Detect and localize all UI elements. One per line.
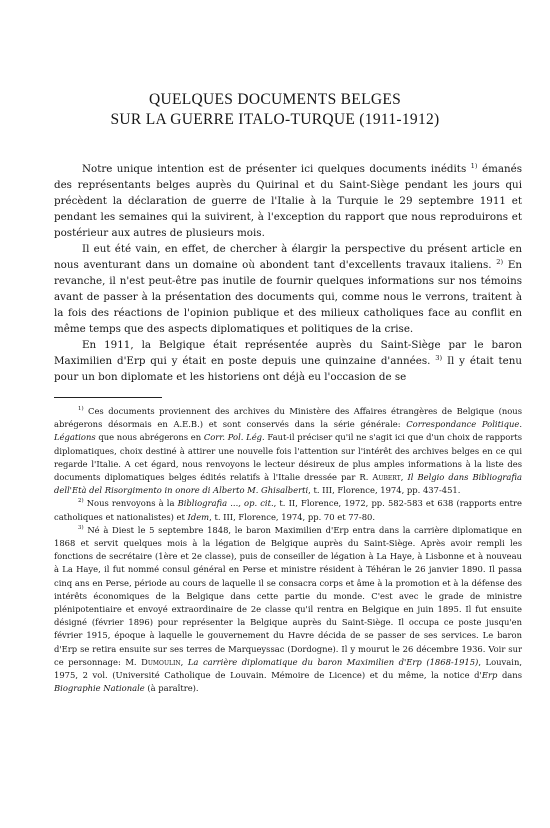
footnote-italic: La carrière diplomatique du baron Maximilien d'Erp (1868-1915) — [187, 656, 479, 667]
footnote-ref-2: 2) — [496, 258, 504, 266]
footnote-text: , Louvain, 1975, 2 vol. (Université Catholique de Louvain. Mémoire de Licence) et du même, la notice d' — [54, 656, 522, 681]
body-paragraph-2 — [54, 241, 522, 337]
footnote-separator — [54, 397, 162, 398]
footnote-1 — [54, 405, 522, 497]
footnote-text: , t. II, Florence, 1972, pp. 582-583 et 638 (rapports entre catholiques et nationalistes) et — [54, 498, 522, 522]
footnote-italic: Erp — [481, 670, 498, 681]
footnote-text: (à paraître). — [144, 683, 199, 694]
body-text: En 1911, la Belgique était représentée auprès du Saint-Siège par le baron Maximilien d'Erp qui y était en poste depuis une quinzaine d'années. — [54, 339, 522, 367]
body-text: Il y était tenu pour un bon diplomate et les historiens ont déjà eu l'occasion de se — [54, 355, 522, 383]
title-line-1: QUELQUES DOCUMENTS BELGES — [148, 91, 402, 108]
footnote-text: , t. III, Florence, 1974, pp. 70 et 77-80. — [209, 511, 376, 522]
body-paragraph-3 — [54, 337, 522, 385]
footnote-text: Nous renvoyons à la — [83, 498, 178, 509]
footnote-italic: Correspondance Politique. Légations — [54, 419, 522, 443]
footnote-ref-1: 1) — [470, 162, 478, 170]
footnote-text: que nous abrégerons en — [95, 432, 204, 443]
footnote-number: 1) — [78, 406, 84, 412]
title-line-2: SUR LA GUERRE ITALO-TURQUE (1911-1912) — [110, 111, 440, 128]
footnote-italic: Bibliografia ..., op. cit. — [177, 498, 274, 509]
footnote-3 — [54, 524, 522, 696]
body-text: En revanche, il n'est peut-être pas inutile de fournir quelques informations sur nos témoins avant de passer à la présentation des documents qui, comme nous le verrons, traitent à la fois des réactions de l'opinion publique et des milieux catholiques face au conflit en même temps que des aspects diplomatiques et politiques de la crise. — [54, 259, 523, 335]
footnote-text: Né à Diest le 5 septembre 1848, le baron Maximilien d'Erp entra dans la carrière diplomatique en 1868 et servit quelques mois à la légation de Belgique auprès du Saint-Siège. Après avoir rempli les fonctions de secrétaire (1ère et 2e classe), puis de conseiller de légation à La Haye, à Lisbonne et à nouveau à La Haye, il fut nommé consul général en Perse et ministre résident à Téhéran le 26 janvier 1890. Il passa cinq ans en Perse, période au cours de laquelle il se consacra corps et âme à la promotion et à la défense des intérêts économiques de la Belgique dans cette partie du monde. C'est avec le grade de ministre plénipotentiaire et envoyé extraordinaire de 2e classe qu'il rentra en Belgique en juin 1895. Il fut ensuite désigné (février 1896) pour représenter la Belgique auprès du Saint-Siège. Il occupa ce poste jusqu'en février 1915, époque à laquelle le gouvernement du Havre décida de se passer de ses services. Le baron d'Erp se retira ensuite sur ses terres de Marqueyssac (Dordogne). Il y mourut le 26 décembre 1936. Voir sur ce personnage: M. — [54, 524, 522, 667]
footnote-italic: Il Belgio dans Bibliografia dell'Età del Risorgimento in onore di Alberto M. Ghisalberti — [54, 472, 523, 496]
body-paragraph-1 — [54, 161, 522, 241]
body-text: Notre unique intention est de présenter ici quelques documents inédits — [82, 163, 471, 175]
footnotes — [54, 405, 522, 695]
footnote-text: , — [400, 472, 408, 483]
author-name: Aubert — [372, 472, 401, 483]
footnote-text: dans — [497, 670, 522, 681]
footnote-text: , — [180, 656, 188, 667]
author-name: Dumoulin — [141, 656, 181, 667]
footnote-italic: Biographie Nationale — [54, 683, 145, 694]
footnote-text: Ces documents proviennent des archives du Ministère des Affaires étrangères de Belgique (nous abrégerons désormais en A.E.B.) et sont conservés dans la série générale: — [54, 406, 522, 430]
footnote-text: Faut-il préciser qu'il ne s'agit ici que d'un choix de rapports diplomatiques, choix destiné à attirer une nouvelle fois l'attention sur l'intérêt des archives belges en ce qui regarde l'Italie. A cet égard, nous renvoyons le lecteur désireux de plus amples informations à la liste des documents diplomatiques belges édités relatifs à l'Italie dressée par R. — [54, 432, 522, 483]
footnote-ref-3: 3) — [435, 354, 443, 362]
body-text: Il eut été vain, en effet, de chercher à élargir la perspective du présent article en nous aventurant dans un domaine où abondent tant d'excellents travaux italiens. — [54, 243, 522, 271]
footnote-number: 2) — [78, 498, 84, 505]
body-text: émanés des représentants belges auprès du Quirinal et du Saint-Siège pendant les jours qui précèdent la déclaration de guerre de l'Italie à la Turquie le 29 septembre 1911 et pendant les semaines qui la suivirent, à l'exception du rapport que nous reproduirons et postérieur aux autres de plusieurs mois. — [54, 163, 522, 239]
footnote-text: , t. III, Florence, 1974, pp. 437-451. — [308, 485, 461, 496]
footnote-italic: Idem — [187, 511, 210, 522]
footnote-number: 3) — [78, 524, 84, 531]
footnote-italic: Corr. Pol. Lég. — [203, 432, 265, 443]
footnote-2 — [54, 497, 522, 523]
article-body — [54, 161, 522, 385]
